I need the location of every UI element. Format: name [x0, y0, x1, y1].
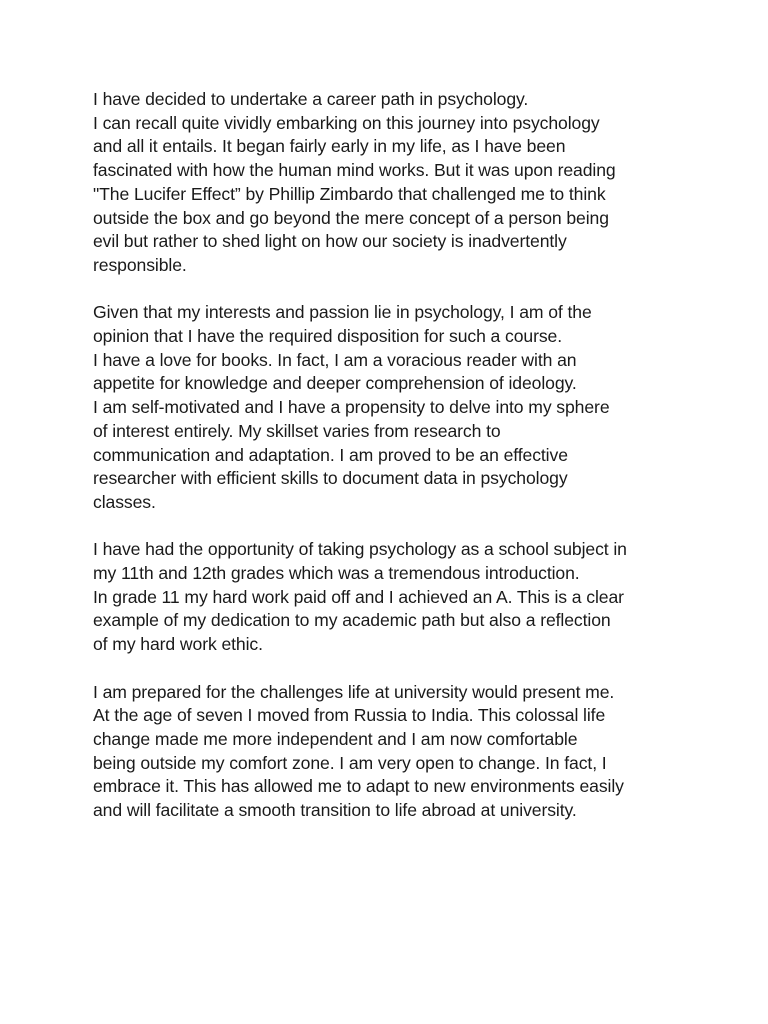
- text-line: of my hard work ethic.: [93, 634, 263, 655]
- text-line: At the age of seven I moved from Russia to India. This colossal life: [93, 705, 606, 726]
- text-line: "The Lucifer Effect” by Phillip Zimbardo that challenged me to think: [93, 183, 606, 204]
- text-line: evil but rather to shed light on how our society is inadvertently: [93, 231, 567, 252]
- text-line: I have decided to undertake a career path in psychology.: [93, 89, 529, 109]
- text-line: communication and adaptation. I am proved to be an effective: [93, 444, 568, 465]
- text-line: outside the box and go beyond the mere concept of a person being: [93, 207, 609, 228]
- paragraph-interests: [93, 301, 693, 514]
- text-line: example of my dedication to my academic path but also a reflection: [93, 610, 611, 631]
- text-line: of interest entirely. My skillset varies from research to: [93, 420, 501, 441]
- text-line: In grade 11 my hard work paid off and I achieved an A. This is a clear: [93, 586, 624, 607]
- text-line: I can recall quite vividly embarking on this journey into psychology: [93, 112, 600, 133]
- text-line: change made me more independent and I am now comfortable: [93, 728, 578, 749]
- text-line: I am prepared for the challenges life at university would present me.: [93, 681, 615, 702]
- text-line: being outside my comfort zone. I am very open to change. In fact, I: [93, 752, 607, 773]
- text-line: I have a love for books. In fact, I am a voracious reader with an: [93, 349, 577, 370]
- text-line: and all it entails. It began fairly early in my life, as I have been: [93, 136, 566, 157]
- text-line: classes.: [93, 491, 156, 512]
- text-line: my 11th and 12th grades which was a tremendous introduction.: [93, 563, 580, 584]
- text-line: and will facilitate a smooth transition to life abroad at university.: [93, 800, 577, 821]
- text-line: opinion that I have the required disposition for such a course.: [93, 326, 563, 347]
- paragraph-university-readiness: [93, 681, 693, 823]
- text-line: appetite for knowledge and deeper comprehension of ideology.: [93, 373, 577, 394]
- text-line: Given that my interests and passion lie in psychology, I am of the: [93, 302, 592, 323]
- paragraph-school-experience: [93, 538, 693, 657]
- text-line: I am self-motivated and I have a propensity to delve into my sphere: [93, 397, 610, 418]
- text-line: fascinated with how the human mind works. But it was upon reading: [93, 160, 616, 181]
- paragraph-career-path: [93, 88, 693, 278]
- text-line: I have had the opportunity of taking psychology as a school subject in: [93, 539, 627, 560]
- document-body: [93, 88, 693, 846]
- text-line: responsible.: [93, 254, 187, 275]
- text-line: researcher with efficient skills to document data in psychology: [93, 468, 568, 489]
- text-line: embrace it. This has allowed me to adapt to new environments easily: [93, 776, 624, 797]
